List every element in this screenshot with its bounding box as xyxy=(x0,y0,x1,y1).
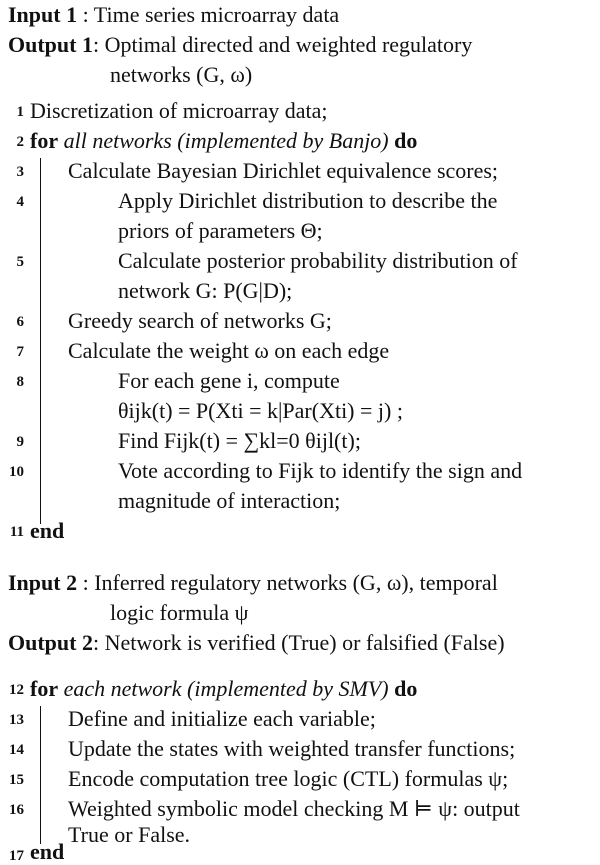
keyword-end: end xyxy=(30,839,65,864)
input1-label: Input 1 xyxy=(8,2,78,27)
keyword-for: for xyxy=(30,676,59,701)
line-number: 4 xyxy=(16,194,24,210)
input1-text: : Time series microarray data xyxy=(82,2,340,27)
line-number: 14 xyxy=(9,742,24,758)
algo-line-cont: True or False. xyxy=(68,822,191,847)
line-number: 12 xyxy=(9,682,24,698)
input2-label: Input 2 xyxy=(8,570,78,595)
algo-line: Calculate posterior probability distribution of xyxy=(118,248,518,273)
output2-line xyxy=(8,628,505,658)
for-clause: each network (implemented by SMV) xyxy=(63,676,389,701)
output2-label: Output 2 xyxy=(8,630,93,655)
algo-line: Calculate Bayesian Dirichlet equivalence scores; xyxy=(68,158,499,183)
line-number: 10 xyxy=(9,464,24,480)
algo-line-for xyxy=(30,126,417,156)
line-number: 11 xyxy=(9,524,24,540)
algo-line: Define and initialize each variable; xyxy=(68,706,376,731)
input2-line xyxy=(8,568,498,598)
input2-text-2: logic formula ψ xyxy=(110,600,249,625)
input2-line-2 xyxy=(110,598,248,628)
algo-line: Vote according to Fijk to identify the sign and xyxy=(118,458,523,483)
algo-line-for xyxy=(30,674,417,704)
algo-line-cont: θijk(t) = P(Xti = k|Par(Xti) = j) ; xyxy=(118,398,403,423)
line-number: 3 xyxy=(16,164,24,180)
input1-line xyxy=(8,0,339,30)
line-number: 16 xyxy=(9,802,24,818)
keyword-end: end xyxy=(30,518,65,543)
algo-line: For each gene i, compute xyxy=(118,368,340,393)
line-number: 1 xyxy=(16,104,24,120)
for-clause: all networks (implemented by Banjo) xyxy=(63,128,389,153)
keyword-for: for xyxy=(30,128,59,153)
line-number: 8 xyxy=(16,374,24,390)
output1-label: Output 1 xyxy=(8,32,93,57)
keyword-do: do xyxy=(394,676,418,701)
line-number: 6 xyxy=(16,314,24,330)
output1-line-2 xyxy=(110,60,252,90)
algo-line: Weighted symbolic model checking M ⊨ ψ: output xyxy=(68,796,520,821)
input2-text-1: : Inferred regulatory networks (G, ω), temporal xyxy=(82,570,498,595)
output1-line xyxy=(8,30,472,60)
algo-line: Apply Dirichlet distribution to describe the xyxy=(118,188,498,213)
line-number: 5 xyxy=(16,254,24,270)
algo-line: Update the states with weighted transfer functions; xyxy=(68,736,516,761)
algo-line-cont: magnitude of interaction; xyxy=(118,488,341,513)
line-number: 17 xyxy=(9,848,24,864)
line-number: 13 xyxy=(9,712,24,728)
output1-text-1: : Optimal directed and weighted regulatory xyxy=(92,32,473,57)
output1-text-2: networks (G, ω) xyxy=(110,62,253,87)
algo-line: Calculate the weight ω on each edge xyxy=(68,338,390,363)
line-number: 15 xyxy=(9,772,24,788)
output2-text: : Network is verified (True) or falsified (False) xyxy=(92,630,505,655)
block-indent-bar xyxy=(40,706,41,844)
keyword-do: do xyxy=(394,128,418,153)
line-number: 2 xyxy=(16,134,24,150)
algo-line-cont: network G: P(G|D); xyxy=(118,278,293,303)
algo-line-cont: priors of parameters Θ; xyxy=(118,218,323,243)
algo-line: Find Fijk(t) = ∑kl=0 θijl(t); xyxy=(118,428,361,453)
line-number: 7 xyxy=(16,344,24,360)
block-indent-bar xyxy=(40,158,41,524)
line-number: 9 xyxy=(16,434,24,450)
algo-line: Encode computation tree logic (CTL) formulas ψ; xyxy=(68,766,509,791)
algo-line: Greedy search of networks G; xyxy=(68,308,332,333)
algo-line: Discretization of microarray data; xyxy=(30,98,328,123)
